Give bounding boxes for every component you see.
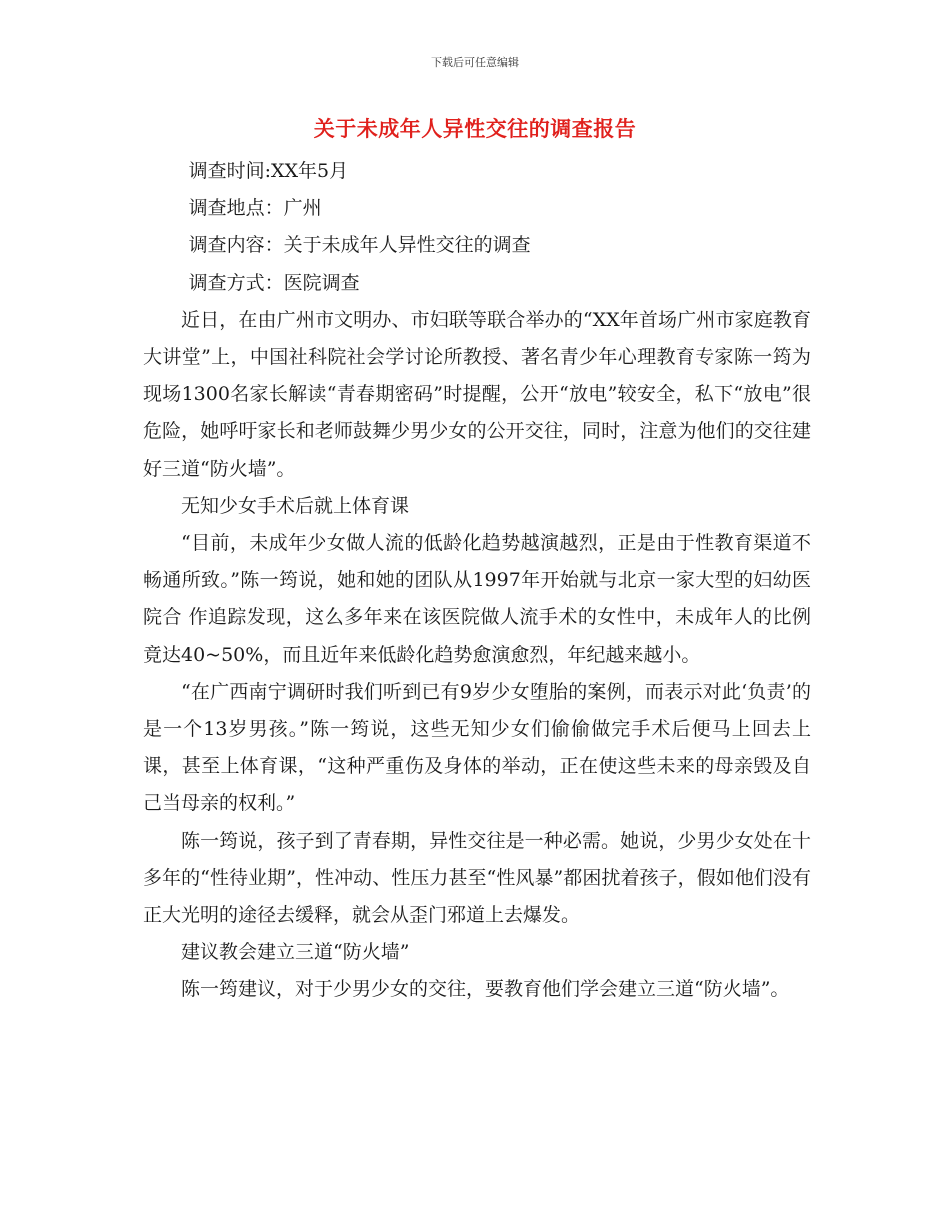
paragraph-adolescence: 陈一筠说，孩子到了青春期，异性交往是一种必需。她说，少男少女处在十多年的“性待业期”，性冲动、性压力甚至“性风暴”都困扰着孩子，假如他们没有正大光明的途径去缓释，就会从歪门邪道上去爆发。 [143, 829, 811, 927]
section-heading-firewall: 建议教会建立三道“防火墙” [181, 941, 410, 964]
paragraph-intro: 近日，在由广州市文明办、市妇联等联合举办的“XX年首场广州市家庭教育大讲堂”上，中国社科院社会学讨论所教授、著名青少年心理教育专家陈一筠为现场1300名家长解读“青春期密码”时提醒，公开“放电”较安全，私下“放电”很危险，她呼吁家长和老师鼓舞少男少女的公开交往，同时，注意为他们的交往建好三道“防火墙”。 [143, 308, 811, 480]
paragraph-nanning-case: “在广西南宁调研时我们听到已有9岁少女堕胎的案例，而表示对此‘负责’的是一个13岁男孩。”陈一筠说，这些无知少女们偷偷做完手术后便马上回去上课，甚至上体育课，“这种严重伤及身体的举动，正在使这些未来的母亲毁及自己当母亲的权利。” [143, 680, 811, 815]
survey-place: 调查地点：广州 [188, 197, 322, 220]
header-note: 下载后可任意编辑 [431, 56, 519, 69]
section-heading-surgery: 无知少女手术后就上体育课 [181, 494, 410, 517]
paragraph-trend: “目前，未成年少女做人流的低龄化趋势越演越烈，正是由于性教育渠道不畅通所致。”陈一筠说，她和她的团队从1997年开始就与北京一家大型的妇幼医院合 作追踪发现，这么多年来在该医院做人流手术的女性中，未成年人的比例竟达40~50%，而且近年来低龄化趋势愈演愈烈，年纪越来越小。 [143, 532, 811, 666]
document-title: 关于未成年人异性交往的调查报告 [313, 116, 637, 141]
paragraph-firewall-advice: 陈一筠建议，对于少男少女的交往，要教育他们学会建立三道“防火墙”。 [181, 978, 790, 1001]
document-body [143, 153, 811, 1009]
survey-time: 调查时间:XX年5月 [188, 160, 349, 182]
survey-content: 调查内容：关于未成年人异性交往的调查 [188, 234, 531, 257]
survey-method: 调查方式：医院调查 [188, 271, 360, 294]
